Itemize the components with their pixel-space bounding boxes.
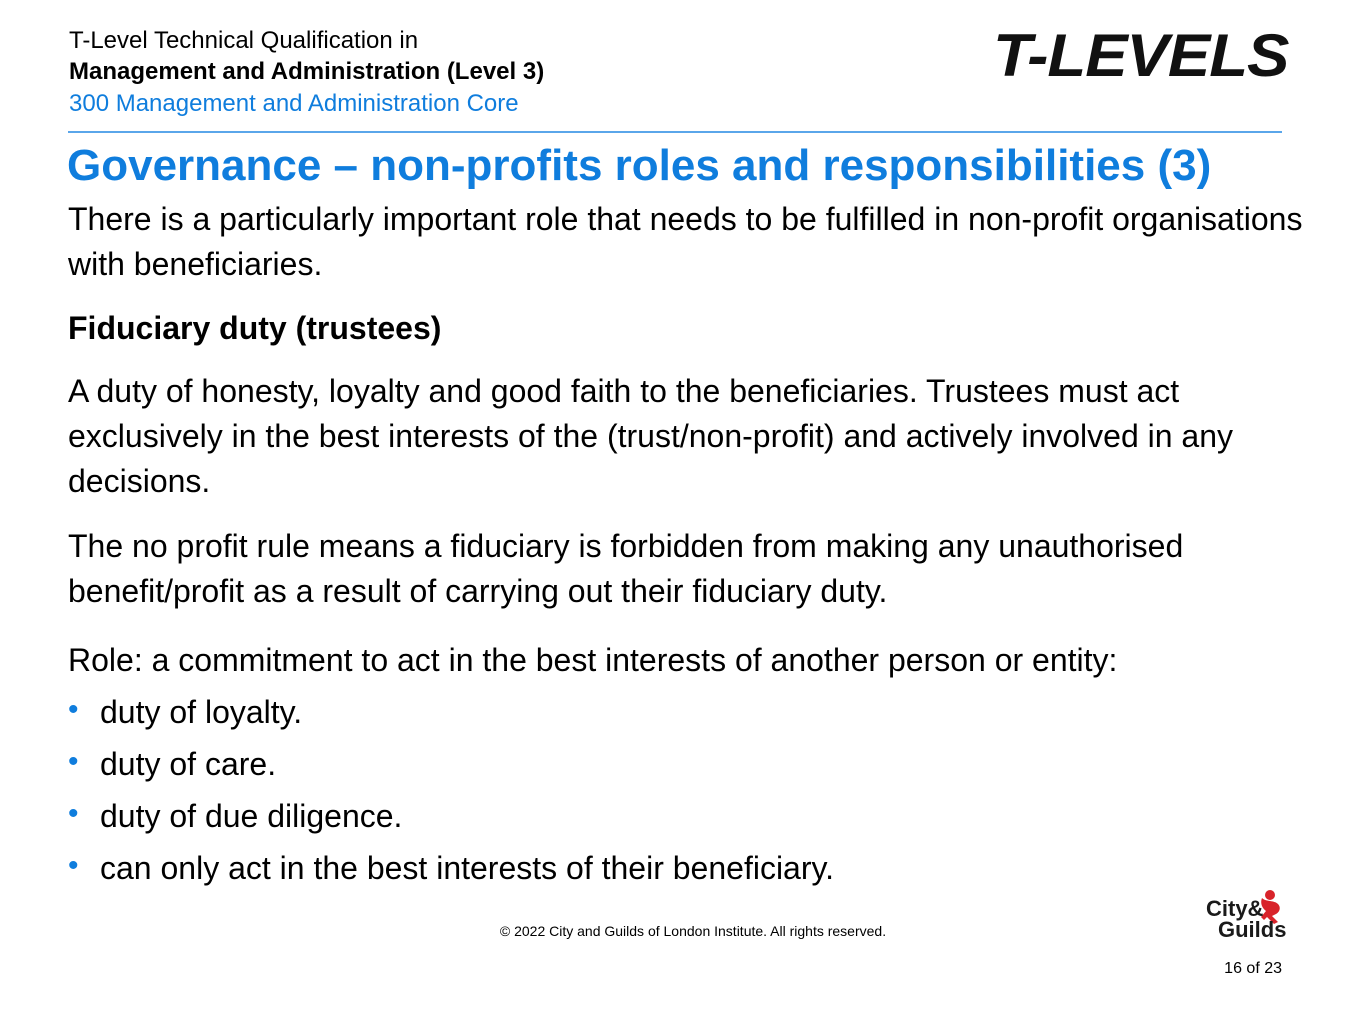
list-item-text: duty of care. — [100, 746, 277, 782]
bullet-icon: • — [68, 797, 79, 830]
copyright-notice: © 2022 City and Guilds of London Institute. All rights reserved. — [499, 923, 887, 939]
header-qualification-title: Management and Administration (Level 3) — [69, 58, 545, 85]
list-item — [68, 846, 834, 898]
list-item-text: duty of due diligence. — [100, 798, 403, 834]
fiduciary-duty-paragraph: A duty of honesty, loyalty and good faith to the beneficiaries. Trustees must act exclusively in the best interests of the (trust/non-profit) and actively involved in any decisions. — [68, 373, 1234, 499]
t-levels-logo-text: T-LEVELS — [993, 22, 1289, 89]
header-qualification-line: T-Level Technical Qualification in — [69, 27, 419, 54]
duties-list — [68, 690, 834, 898]
list-item-text: can only act in the best interests of their beneficiary. — [100, 850, 835, 886]
list-item — [68, 742, 834, 794]
list-item — [68, 690, 834, 742]
city-and-guilds-logo — [1204, 886, 1290, 942]
intro-paragraph: There is a particularly important role that needs to be fulfilled in non-profit organisations with beneficiaries. — [68, 201, 1303, 282]
logo-line-guilds: Guilds — [1218, 917, 1287, 942]
header-module-name: 300 Management and Administration Core — [69, 90, 519, 117]
city-and-guilds-logo-graphic — [1204, 886, 1290, 942]
role-paragraph: Role: a commitment to act in the best interests of another person or entity: — [68, 642, 1118, 678]
bullet-icon: • — [68, 693, 79, 726]
page-number: 16 of 23 — [1224, 960, 1282, 977]
list-item — [68, 794, 834, 846]
subheading: Fiduciary duty (trustees) — [68, 310, 442, 346]
t-levels-logo — [993, 22, 1289, 89]
list-item-text: duty of loyalty. — [100, 694, 303, 730]
no-profit-rule-paragraph: The no profit rule means a fiduciary is forbidden from making any unauthorised benefit/profit as a result of carrying out their fiduciary duty. — [68, 528, 1184, 609]
bullet-icon: • — [68, 745, 79, 778]
slide-title: Governance – non-profits roles and responsibilities (3) — [67, 141, 1212, 190]
bullet-icon: • — [68, 849, 79, 882]
logo-line-city: City& — [1206, 896, 1264, 921]
header-divider — [68, 131, 1282, 133]
